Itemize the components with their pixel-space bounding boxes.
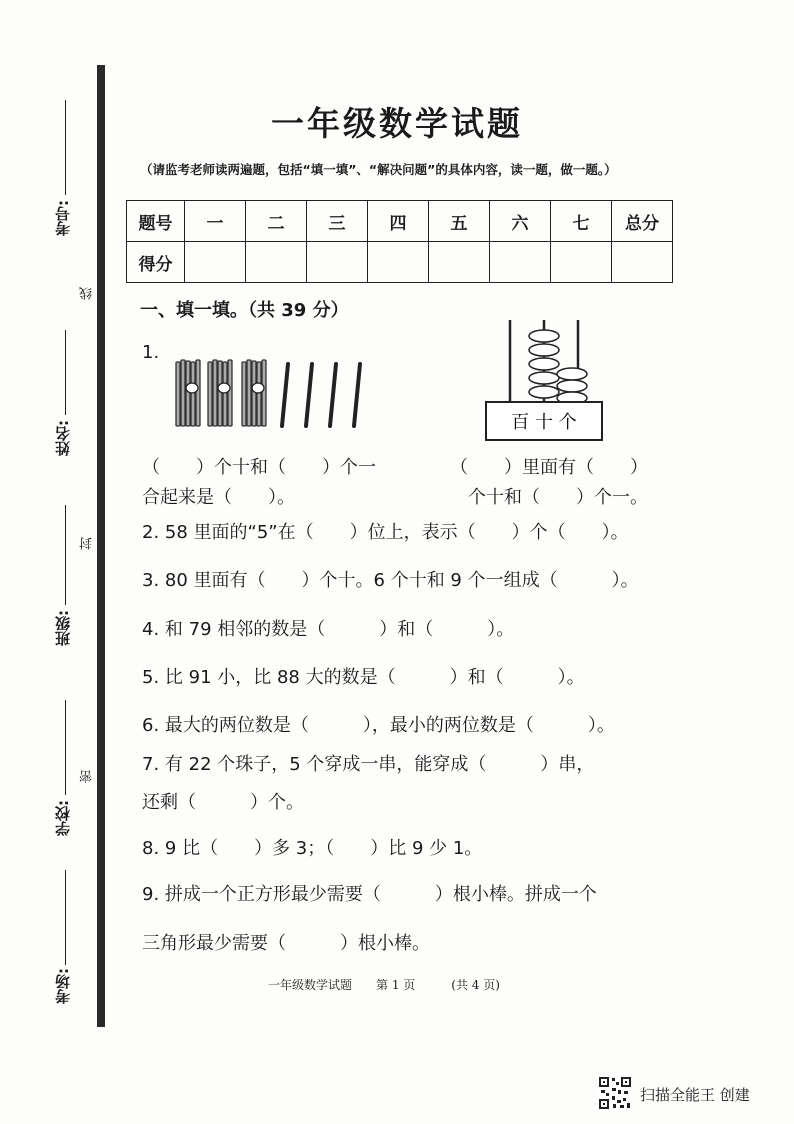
name-blank-line xyxy=(65,330,66,415)
question-9-line2: 三角形最少需要（ ）根小棒。 xyxy=(142,933,430,954)
exam-no-label: 考号: xyxy=(54,200,72,236)
seal-mark: 封 xyxy=(80,537,95,550)
header-cell: 四 xyxy=(368,201,429,242)
question-7-line1: 7. 有 22 个珠子，5 个穿成一串，能穿成（ ）串， xyxy=(142,754,595,775)
binding-line xyxy=(97,65,105,1027)
instructions: （请监考老师读两遍题，包括“填一填”、“解决问题”的具体内容，读一题，做一题。） xyxy=(140,162,617,177)
header-cell: 七 xyxy=(551,201,612,242)
header-cell: 三 xyxy=(307,201,368,242)
abacus-image xyxy=(484,318,606,442)
name-label: 姓名: xyxy=(54,420,72,456)
abacus-label: 百 十 个 xyxy=(511,412,577,433)
header-cell: 六 xyxy=(490,201,551,242)
header-cell: 五 xyxy=(429,201,490,242)
q1-right-line1: （ ）里面有（ ） xyxy=(450,457,648,478)
scanner-watermark-text: 扫描全能王 创建 xyxy=(640,1086,750,1104)
question-8: 8. 9 比（ ）多 3；（ ）比 9 少 1。 xyxy=(142,838,483,859)
question-6: 6. 最大的两位数是（ ），最小的两位数是（ ）。 xyxy=(142,715,615,736)
secret-mark: 密 xyxy=(80,770,95,783)
q1-right-line2: 个十和（ ）个一。 xyxy=(468,487,648,508)
section-heading: 一、填一填。（共 39 分） xyxy=(140,300,349,321)
school-blank-line xyxy=(65,700,66,795)
class-blank-line xyxy=(65,505,66,605)
page-footer: 一年级数学试题 第 1 页 (共 4 页) xyxy=(268,978,500,992)
room-label: 考场: xyxy=(54,968,72,1004)
qr-code-icon xyxy=(598,1076,632,1110)
score-cell[interactable] xyxy=(246,242,307,283)
q1-left-line1: （ ）个十和（ ）个一 xyxy=(142,457,376,478)
header-cell: 一 xyxy=(185,201,246,242)
score-table-score-row xyxy=(127,242,673,283)
question-7-line2: 还剩（ ）个。 xyxy=(142,792,304,813)
q1-number: 1. xyxy=(142,342,160,363)
question-9-line1: 9. 拼成一个正方形最少需要（ ）根小棒。拼成一个 xyxy=(142,884,597,905)
score-cell[interactable] xyxy=(429,242,490,283)
score-table-header-row xyxy=(127,201,673,242)
header-cell: 总分 xyxy=(612,201,673,242)
score-cell[interactable] xyxy=(612,242,673,283)
exam-title: 一年级数学试题 xyxy=(271,104,523,143)
line-mark: 线 xyxy=(80,287,95,300)
score-cell[interactable] xyxy=(185,242,246,283)
q1-left-line2: 合起来是（ ）。 xyxy=(142,487,295,508)
score-cell[interactable] xyxy=(551,242,612,283)
question-5: 5. 比 91 小，比 88 大的数是（ ）和（ ）。 xyxy=(142,667,585,688)
room-blank-line xyxy=(65,870,66,965)
school-label: 学校: xyxy=(54,800,72,836)
question-4: 4. 和 79 相邻的数是（ ）和（ ）。 xyxy=(142,619,515,640)
score-row-label: 得分 xyxy=(127,242,185,283)
class-label: 班级: xyxy=(54,610,72,646)
question-2: 2. 58 里面的“5”在（ ）位上，表示（ ）个（ ）。 xyxy=(142,522,629,543)
header-cell: 题号 xyxy=(127,201,185,242)
score-table xyxy=(126,200,673,283)
question-3: 3. 80 里面有（ ）个十。6 个十和 9 个一组成（ ）。 xyxy=(142,570,639,591)
score-cell[interactable] xyxy=(368,242,429,283)
stick-bundles-image xyxy=(170,352,370,434)
header-cell: 二 xyxy=(246,201,307,242)
score-cell[interactable] xyxy=(490,242,551,283)
score-cell[interactable] xyxy=(307,242,368,283)
